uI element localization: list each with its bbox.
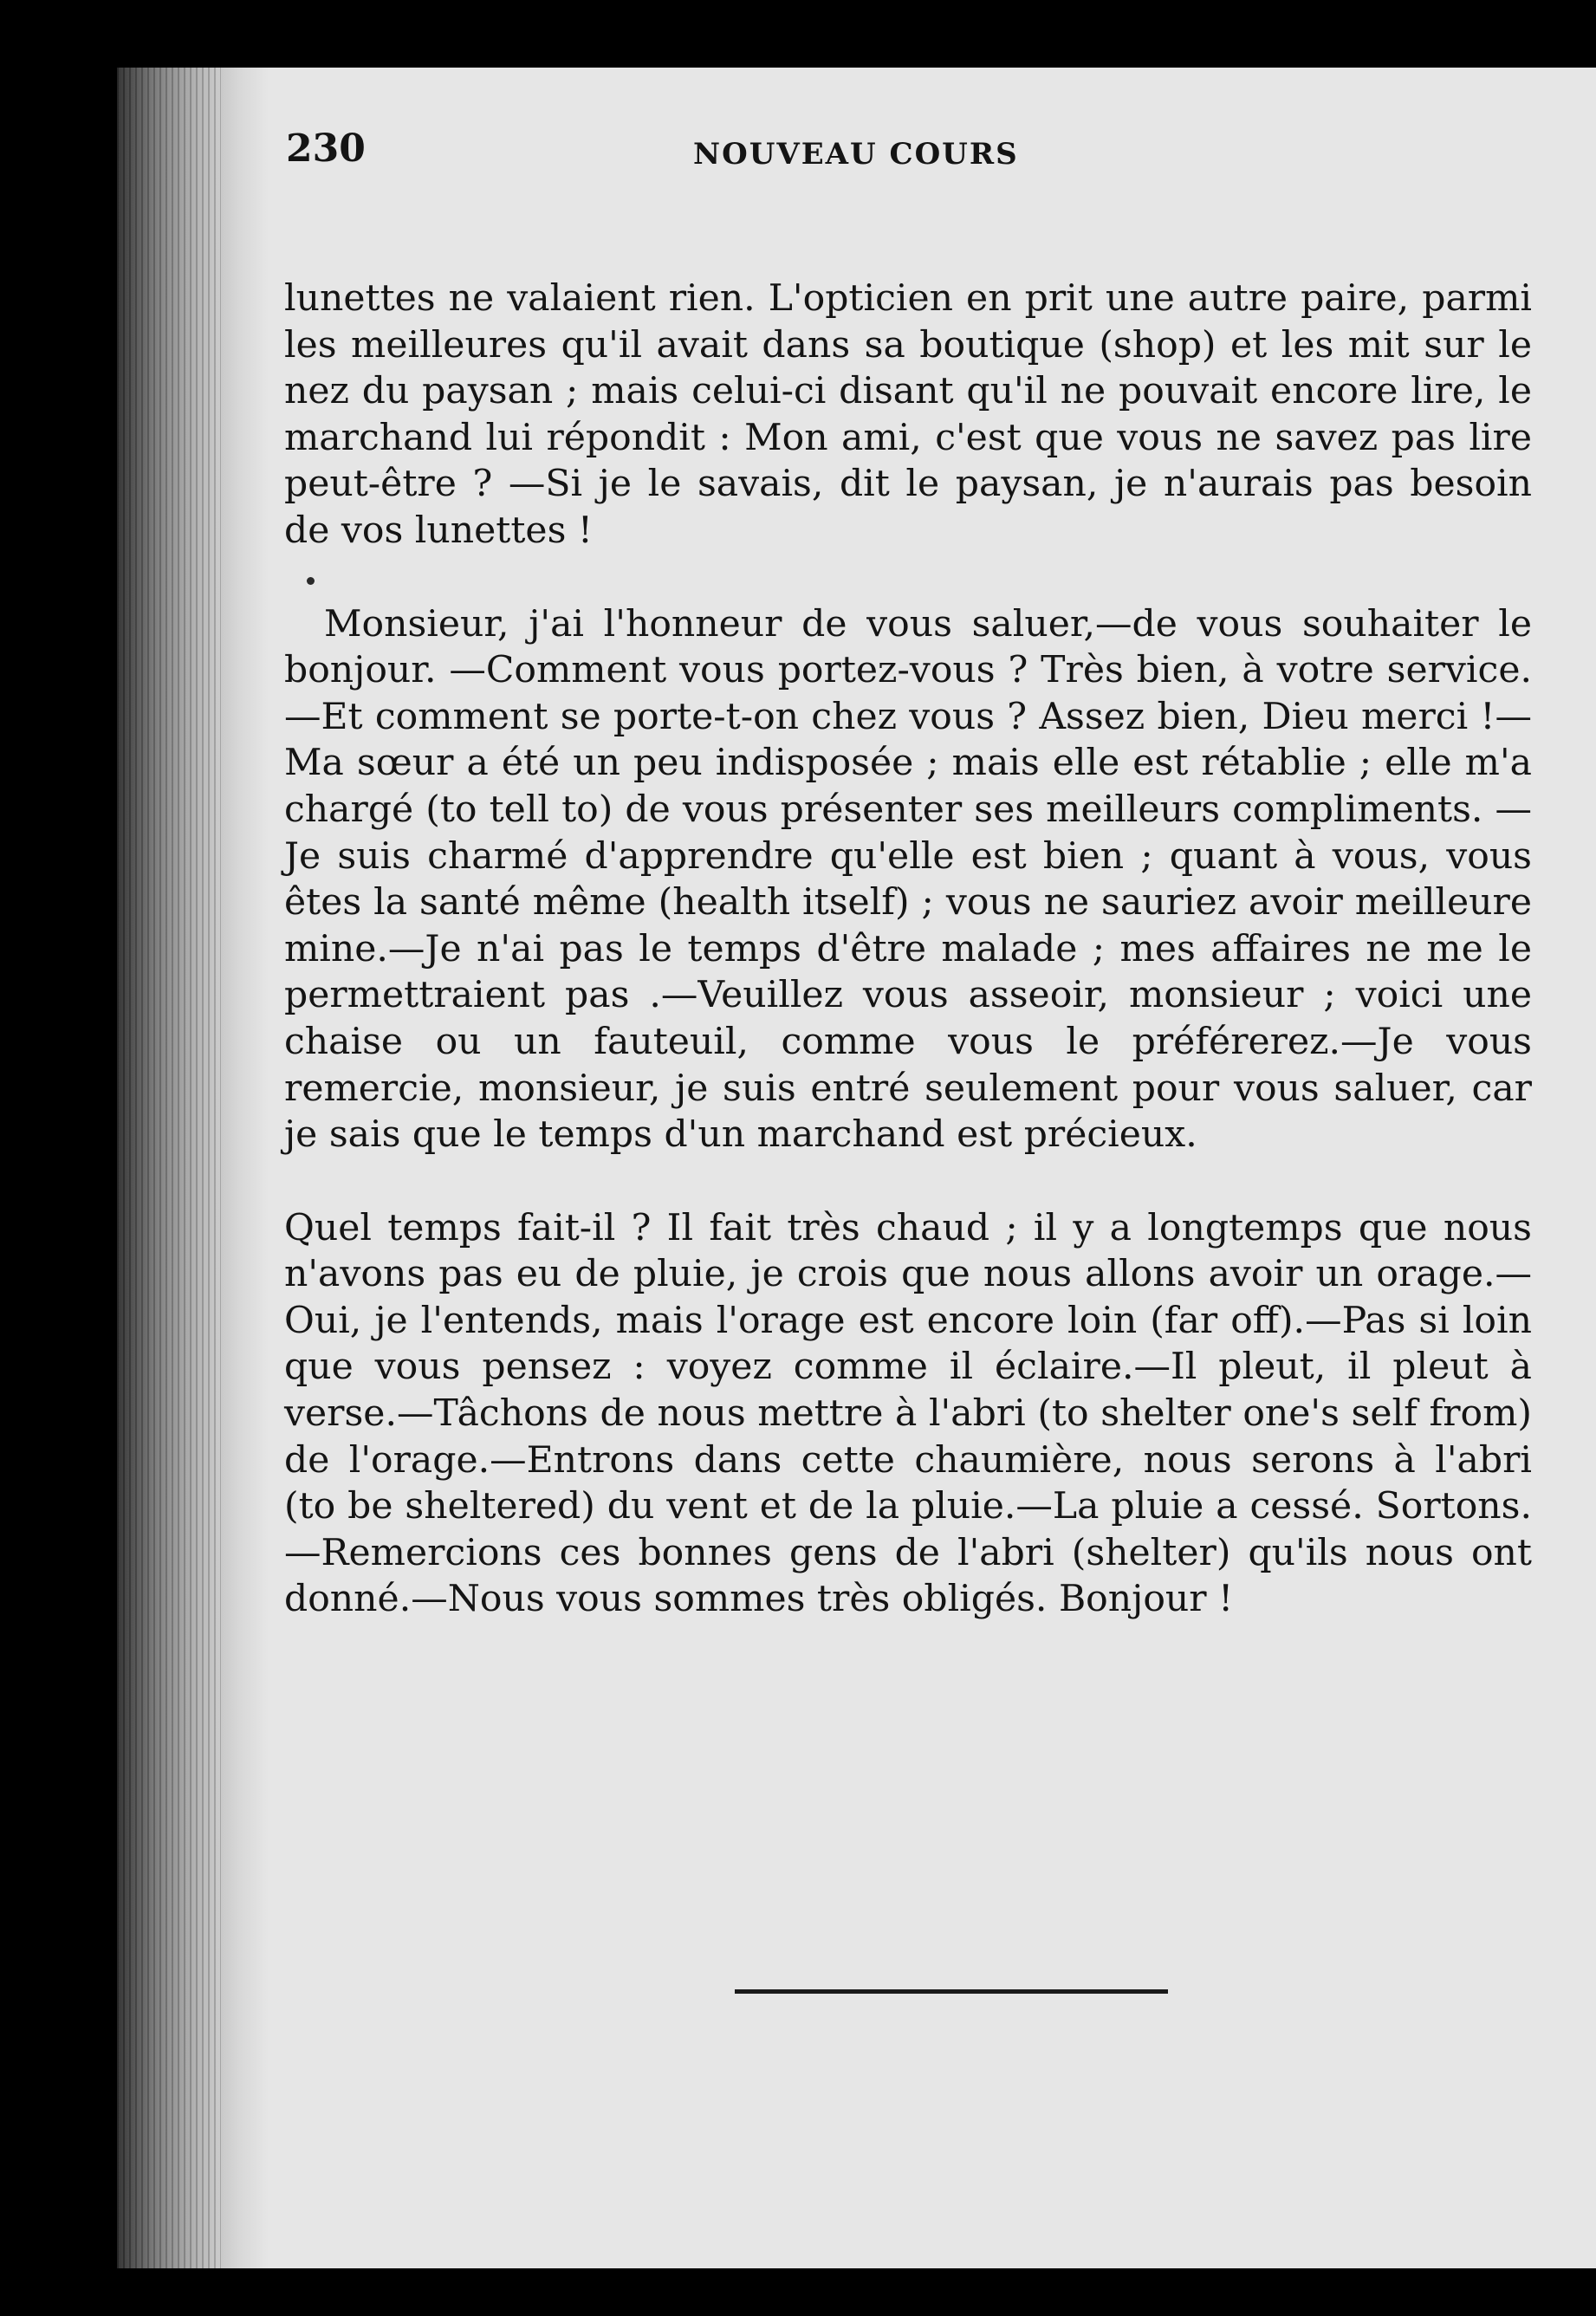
- page-number: 230: [286, 127, 366, 171]
- paragraph-weather: Quel temps fait-il ? Il fait très chaud ; il y a longtemps que nous n'avons pas eu de pluie, je crois que nous allons avoir un orage.—Oui, je l'entends, mais l'orage est encore loin (far off).—Pas si loin que vous pensez : voyez comme il éclaire.—Il pleut, il pleut à verse.—Tâchons de nous mettre à l'abri (to shelter one's self from) de l'orage.—Entrons dans cette chaumière, nous serons à l'abri (to be sheltered) du vent et de la pluie.—La pluie a cessé. Sortons.—Remercions ces bonnes gens de l'abri (shelter) qu'ils nous ont donné.—Nous vous sommes très obligés. Bonjour !: [284, 1206, 1532, 1621]
- running-head: NOUVEAU COURS: [693, 137, 1019, 172]
- section-rule: [735, 1989, 1168, 1994]
- body-text: [284, 276, 1532, 1623]
- paragraph-salutation: Monsieur, j'ai l'honneur de vous saluer,—de vous souhaiter le bonjour. —Comment vous portez-vous ? Très bien, à votre service.—Et comment se porte-t-on chez vous ? Assez bien, Dieu merci !—Ma sœur a été un peu indisposée ; mais elle est rétablie ; elle m'a chargé (to tell to) de vous présenter ses meilleurs compliments. —Je suis charmé d'apprendre qu'elle est bien ; quant à vous, vous êtes la santé même (health itself) ; vous ne sauriez avoir meilleure mine.—Je n'ai pas le temps d'être malade ; mes affaires ne me le permettraient pas .—Veuillez vous asseoir, monsieur ; voici une chaise ou un fauteuil, comme vous le préférerez.—Je vous remercie, monsieur, je suis entré seulement pour vous saluer, car je sais que le temps d'un marchand est précieux.: [284, 602, 1532, 1157]
- spine-texture: [117, 68, 221, 2268]
- paragraph-opticien: lunettes ne valaient rien. L'opticien en prit une autre paire, parmi les meilleures qu'il avait dans sa boutique (shop) et les mit sur le nez du paysan ; mais celui-ci disant qu'il ne pouvait encore lire, le marchand lui répondit : Mon ami, c'est que vous ne savez pas lire peut-être ? —Si je le savais, dit le paysan, je n'aurais pas besoin de vos lunettes !: [284, 277, 1532, 552]
